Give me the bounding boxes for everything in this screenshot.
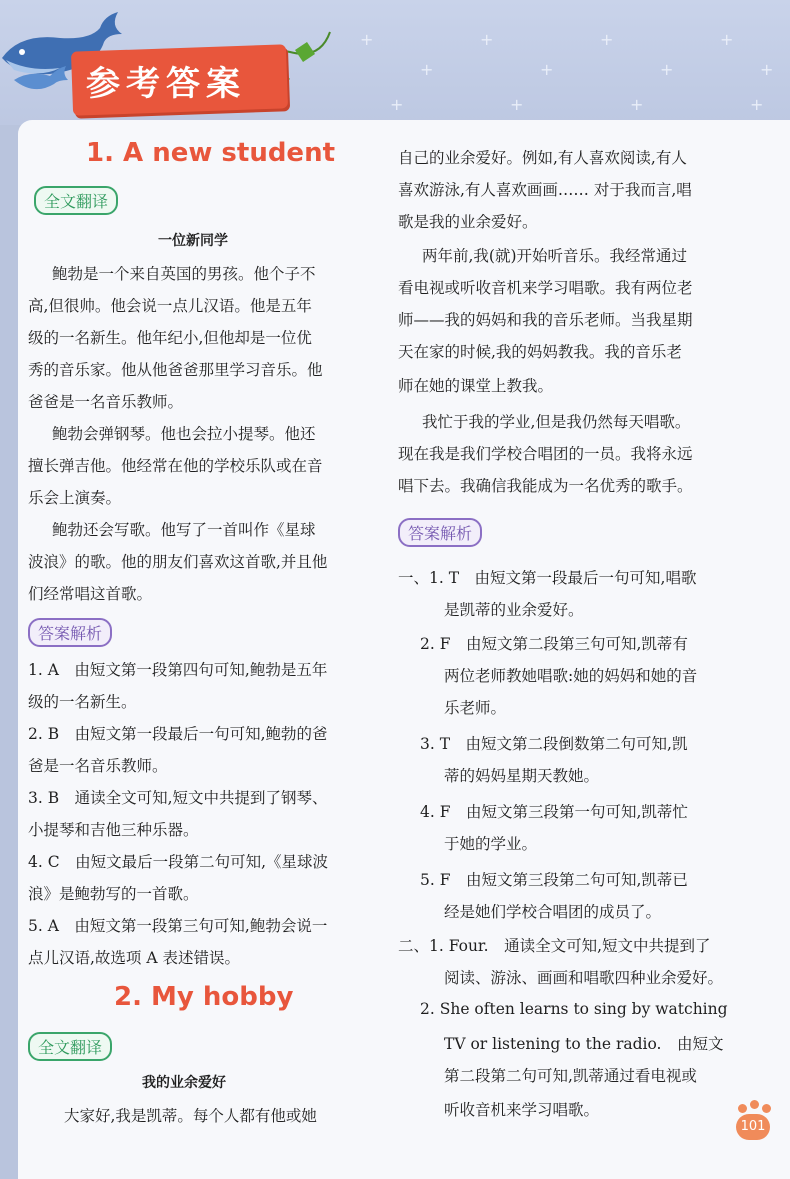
text-line: 5. F 由短文第三段第二句可知,凯蒂已 (420, 871, 688, 889)
text-line: 师——我的妈妈和我的音乐老师。当我星期 (398, 311, 693, 329)
plus-decoration: + (510, 95, 524, 114)
lesson1-title: 1. A new student (86, 138, 336, 168)
text-line: 乐会上演奏。 (28, 489, 122, 507)
text-line: 4. C 由短文最后一段第二句可知,《星球波 (28, 853, 329, 871)
plus-decoration: + (720, 30, 734, 49)
text-line: 阅读、游泳、画画和唱歌四种业余爱好。 (444, 969, 724, 987)
text-line: 听收音机来学习唱歌。 (444, 1101, 600, 1119)
lesson2-title: 2. My hobby (114, 982, 294, 1012)
translation-tag: 全文翻译 (34, 186, 118, 215)
text-line: 看电视或听收音机来学习唱歌。我有两位老 (398, 279, 693, 297)
text-line: 鲍勃是一个来自英国的男孩。他个子不 (52, 265, 316, 283)
plus-decoration: + (390, 95, 404, 114)
paw-dot (762, 1104, 771, 1113)
text-line: 1. A 由短文第一段第四句可知,鲍勃是五年 (28, 661, 328, 679)
plus-decoration: + (360, 30, 374, 49)
plus-decoration: + (760, 60, 774, 79)
plus-decoration: + (600, 30, 614, 49)
paw-dot (750, 1100, 759, 1109)
translation-tag-2: 全文翻译 (28, 1032, 112, 1061)
text-line: 一、1. T 由短文第一段最后一句可知,唱歌 (398, 569, 697, 587)
text-line: 3. T 由短文第二段倒数第二句可知,凯 (420, 735, 688, 753)
text-line: 歌是我的业余爱好。 (398, 213, 538, 231)
text-line: 鲍勃会弹钢琴。他也会拉小提琴。他还 (52, 425, 316, 443)
plus-decoration: + (480, 30, 494, 49)
text-line: 鲍勃还会写歌。他写了一首叫作《星球 (52, 521, 316, 539)
text-line: 们经常唱这首歌。 (28, 585, 153, 603)
analysis-tag: 答案解析 (28, 618, 112, 647)
plus-decoration: + (540, 60, 554, 79)
text-line: 经是她们学校合唱团的成员了。 (444, 903, 662, 921)
text-line: 级的一名新生。他年纪小,但他却是一位优 (28, 329, 312, 347)
text-line: 4. F 由短文第三段第一句可知,凯蒂忙 (420, 803, 688, 821)
text-line: 小提琴和吉他三种乐器。 (28, 821, 199, 839)
text-line: 擅长弹吉他。他经常在他的学校乐队或在音 (28, 457, 323, 475)
text-line: 二、1. Four. 通读全文可知,短文中共提到了 (398, 937, 711, 955)
text-line: TV or listening to the radio. 由短文 (444, 1035, 724, 1053)
text-line: 两年前,我(就)开始听音乐。我经常通过 (422, 247, 688, 265)
text-line: 2. She often learns to sing by watching (420, 1000, 728, 1018)
text-line: 师在她的课堂上教我。 (398, 377, 554, 395)
text-line: 爸是一名音乐教师。 (28, 757, 168, 775)
text-line: 5. A 由短文第一段第三句可知,鲍勃会说一 (28, 917, 328, 935)
text-line: 天在家的时候,我的妈妈教我。我的音乐老 (398, 343, 682, 361)
text-line: 于她的学业。 (444, 835, 538, 853)
text-line: 大家好,我是凯蒂。每个人都有他或她 (64, 1107, 317, 1125)
story1-title: 一位新同学 (158, 233, 228, 249)
text-line: 蒂的妈妈星期天教她。 (444, 767, 600, 785)
text-line: 唱下去。我确信我能成为一名优秀的歌手。 (398, 477, 693, 495)
plus-decoration: + (660, 60, 674, 79)
text-line: 点儿汉语,故选项 A 表述错误。 (28, 949, 240, 967)
page-number: 101 (736, 1114, 770, 1140)
plus-decoration: + (750, 95, 764, 114)
text-line: 2. F 由短文第二段第三句可知,凯蒂有 (420, 635, 688, 653)
text-line: 我忙于我的学业,但是我仍然每天唱歌。 (422, 413, 691, 431)
page-title: 参考答案 (86, 64, 246, 104)
text-line: 现在我是我们学校合唱团的一员。我将永远 (398, 445, 693, 463)
plus-decoration: + (630, 95, 644, 114)
text-line: 是凯蒂的业余爱好。 (444, 601, 584, 619)
text-line: 波浪》的歌。他的朋友们喜欢这首歌,并且他 (28, 553, 328, 571)
analysis-tag-2: 答案解析 (398, 518, 482, 547)
text-line: 秀的音乐家。他从他爸爸那里学习音乐。他 (28, 361, 323, 379)
paw-dot (738, 1104, 747, 1113)
text-line: 级的一名新生。 (28, 693, 137, 711)
text-line: 第二段第二句可知,凯蒂通过看电视或 (444, 1067, 697, 1085)
text-line: 自己的业余爱好。例如,有人喜欢阅读,有人 (398, 149, 687, 167)
text-line: 两位老师教她唱歌:她的妈妈和她的音 (444, 667, 698, 685)
text-line: 乐老师。 (444, 699, 507, 717)
text-line: 浪》是鲍勃写的一首歌。 (28, 885, 199, 903)
plus-decoration: + (420, 60, 434, 79)
text-line: 喜欢游泳,有人喜欢画画…… 对于我而言,唱 (398, 181, 692, 199)
story2-title: 我的业余爱好 (142, 1075, 226, 1091)
text-line: 3. B 通读全文可知,短文中共提到了钢琴、 (28, 789, 328, 807)
text-line: 高,但很帅。他会说一点儿汉语。他是五年 (28, 297, 312, 315)
text-line: 2. B 由短文第一段最后一句可知,鲍勃的爸 (28, 725, 328, 743)
text-line: 爸爸是一名音乐教师。 (28, 393, 184, 411)
